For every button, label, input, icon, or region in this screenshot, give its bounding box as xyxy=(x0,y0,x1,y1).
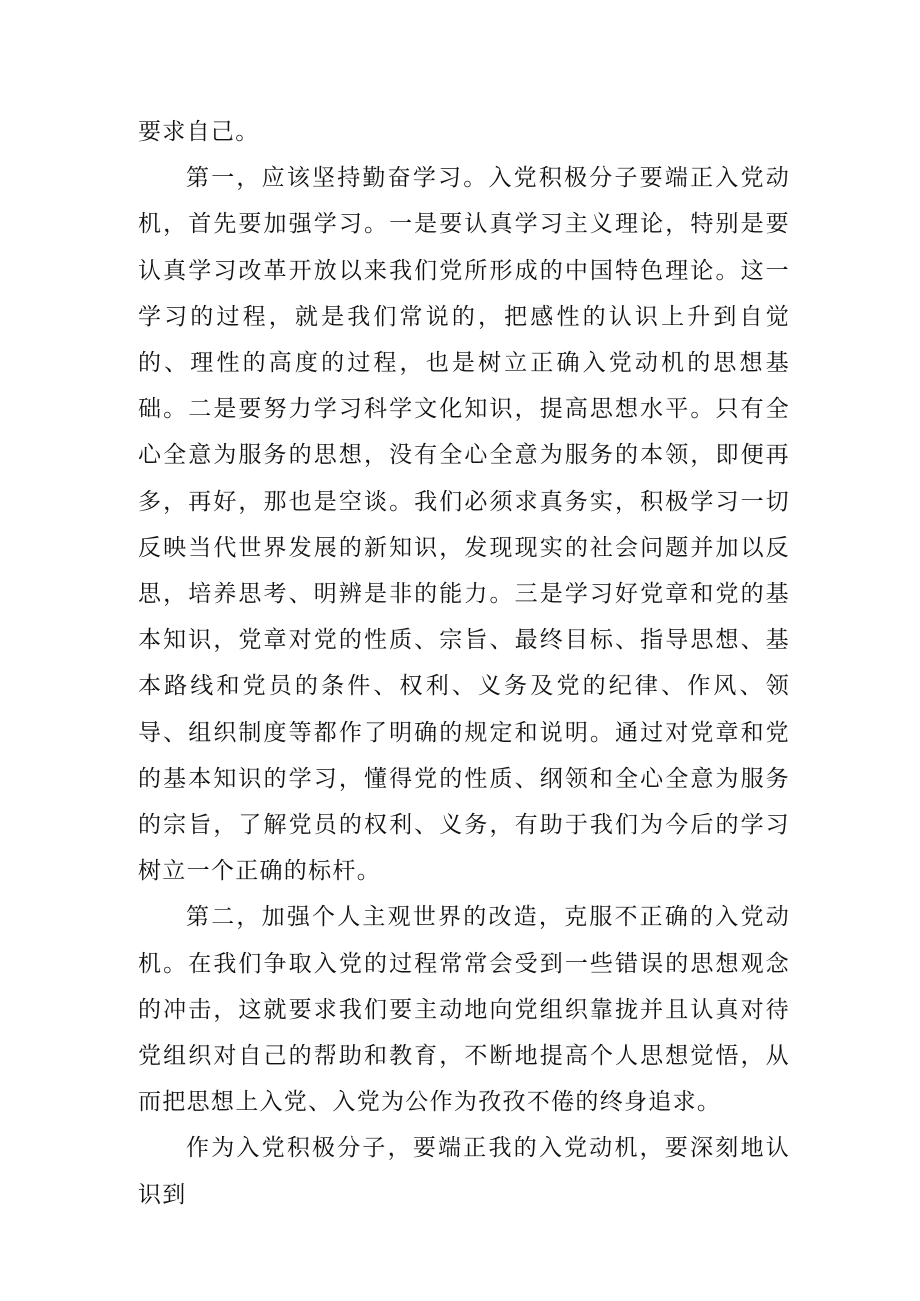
document-body xyxy=(138,109,790,1218)
paragraph-closing: 作为入党积极分子，要端正我的入党动机，要深刻地认识到 xyxy=(138,1135,790,1208)
paragraph-first-point: 第一，应该坚持勤奋学习。入党积极分子要端正入党动机，首先要加强学习。一是要认真学习主义理论，特别是要认真学习改革开放以来我们党所形成的中国特色理论。这一学习的过程，就是我们常说的，把感性的认识上升到自觉的、理性的高度的过程，也是树立正确入党动机的思想基础。二是要努力学习科学文化知识，提高思想水平。只有全心全意为服务的思想，没有全心全意为服务的本领，即便再多，再好，那也是空谈。我们必须求真务实，积极学习一切反映当代世界发展的新知识，发现现实的社会问题并加以反思，培养思考、明辨是非的能力。三是学习好党章和党的基本知识，党章对党的性质、宗旨、最终目标、指导思想、基本路线和党员的条件、权利、义务及党的纪律、作风、领导、组织制度等都作了明确的规定和说明。通过对党章和党的基本知识的学习，懂得党的性质、纲领和全心全意为服务的宗旨，了解党员的权利、义务，有助于我们为今后的学习树立一个正确的标杆。 xyxy=(138,165,790,885)
paragraph-continuation: 要求自己。 xyxy=(138,119,260,145)
paragraph-second-point: 第二，加强个人主观世界的改造，克服不正确的入党动机。在我们争取入党的过程常常会受到一些错误的思想观念的冲击，这就要求我们要主动地向党组织靠拢并且认真对待党组织对自己的帮助和教育，不断地提高个人思想觉悟，从而把思想上入党、入党为公作为孜孜不倦的终身追求。 xyxy=(138,904,790,1116)
